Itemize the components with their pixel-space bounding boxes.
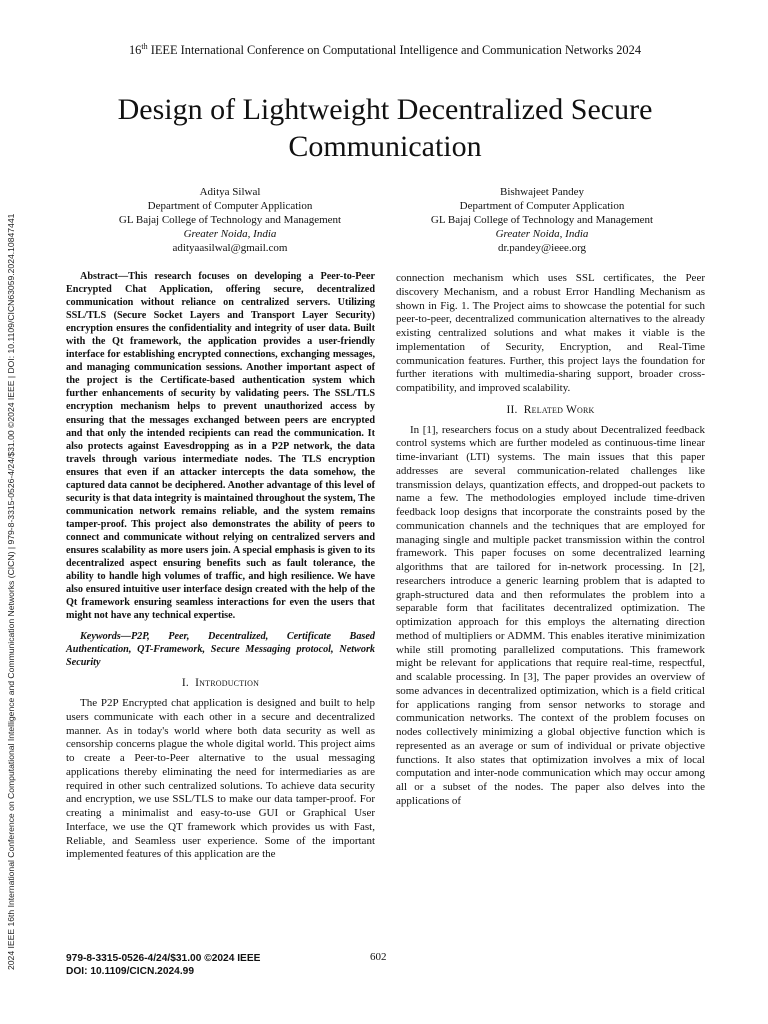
section-number: II. [506,403,518,416]
author-location: Greater Noida, India [495,227,589,240]
author-organization: GL Bajaj College of Technology and Management [118,213,342,226]
footer-doi: DOI: 10.1109/CICN.2024.99 [66,966,194,977]
conference-number: 16 [128,43,142,58]
footer-identifiers [66,952,260,978]
author-name: Bishwajeet Pandey [499,186,584,198]
section-number: I. [181,677,189,690]
conference-ordinal: th [141,42,148,51]
author-email[interactable]: adityaasilwal@gmail.com [172,241,288,254]
abstract: Abstract—This research focuses on developing a Peer-to-Peer Encrypted Chat Application, offering secure, decentralized communication without reliance on centralized servers. Utilizing SSL/TLS (Secure Socket Layers and Transport Layer Security) encryption ensures the confidentiality and integrity of user data. Built with the Qt framework, the application provides a user-friendly interface for establishing encrypted connections, exchanging messages, and managing communication sessions. Another important aspect of the project is the Certificate-based authentication system which further enhancements of security by validating peers. The SSL/TLS encryption mechanism helps to prevent unauthorized access by ensuring that the messages exchanged between peers are encrypted and that only the intended recipients can read the communication. It also protects against Eavesdropping as in a P2P network, the data travels through various intermediate nodes. The TLS encryption ensures that even if an attacker intercepts the data somehow, the captured data cannot be deciphered. Another advantage of this level of security is that data integrity is maintained throughout the system, The communication network remains reliable, and the system remains tamper-proof. This project also demonstrates the ability of peers to connect and communicate without relying on centralized servers and ensures scalability as more users join. A special emphasis is given to its decentralized aspect ensuring benefits such as fault tolerance, the ability to handle high volumes of traffic, and high resilience. We have also ensured intuitive user interface design created with the help of the Qt framework ensuring seamless interactions for even the users that might not have any technical expertise. [66,271,375,622]
conference-header [60,42,710,58]
author-organization: GL Bajaj College of Technology and Management [430,213,654,226]
author-location: Greater Noida, India [183,227,277,240]
page-number: 602 [370,951,387,963]
section-title: Introduction [195,677,260,690]
section-title: Related Work [523,403,595,416]
author-email[interactable]: dr.pandey@ieee.org [497,241,587,254]
side-doi-strip [3,110,19,970]
title-line-2: Communication [288,130,482,163]
footer-isbn: 979-8-3315-0526-4/24/$31.00 ©2024 IEEE [66,953,261,964]
title-line-1: Design of Lightweight Decentralized Secure [117,93,653,126]
introduction-continuation: connection mechanism which uses SSL certificates, the Peer discovery Mechanism, and a robust Error Handling Mechanism as shown in Fig. 1. The Project aims to showcase the potential for such peer-to-peer, decentralized communication alternatives to the already existing centralized solutions and what makes it viable is the implementation of Security, Encryption, and Real-Time communication features. Further, this project lays the foundation for further iterations with multimedia-sharing support, broader cross-compatibility, and improved scalability. [396,272,705,394]
conference-name: IEEE International Conference on Computational Intelligence and Communication Networks 2024 [147,43,642,58]
author-name: Aditya Silwal [199,186,261,198]
introduction-paragraph: The P2P Encrypted chat application is designed and built to help users communicate with each other in a secure and decentralized manner. As in today's world where both data security as well as censorship concerns plague the whole digital world. This project aims to create a Peer-to-Peer alternative to the usual messaging applications thereby eliminating the need for intermediaries as are required in other such centralized solutions. To achieve data security and encryption, we use SSL/TLS to make our data tamper-proof. For creating a minimalist and easy-to-use GUI or Graphical User Interface, we use the QT framework which provides us with Fast, Reliable, and Seamless user experience. Some of the important implemented features of this application are the [66,697,375,861]
author-department: Department of Computer Application [147,199,313,212]
paper-title [60,91,710,165]
section-heading-introduction [66,677,375,691]
author-department: Department of Computer Application [459,199,625,212]
keywords: Keywords—P2P, Peer, Decentralized, Certificate Based Authentication, QT-Framework, Secure Messaging protocol, Network Security [66,631,375,669]
author-block-2 [392,186,692,256]
left-column [66,270,375,862]
right-column [396,272,705,809]
section-heading-related-work [396,404,705,418]
related-work-paragraph: In [1], researchers focus on a study about Decentralized feedback control systems which are further modeled as continuous-time linear time-invariant (LTI) systems. The main issues that this paper addresses are several communication-related challenges like transmission delays, quantization effects, and dropped-out packets to name a few. The methodologies employed include time-driven feedback loop designs that incorporate the constraints posed by the communication channels and the techniques that are employed for managing single and multiple packet transmission within the control framework. This paper focuses on some decentralized learning algorithms that are tailored for in-network processing. In [2], researchers introduce a generic learning problem that is adapted to graph-structured data and then reformulates the problem into a separable form that facilitates decentralized optimization. The optimization approach for this employs the alternating direction method of multipliers or ADMM. This enables iterative minimization while still promoting parallelized computations. This framework might be relevant for applications that require real-time, respectful, and scalable processing. In [3], The paper provides an overview of some advances in decentralized optimization, which is a field critical for applications ranging from sensor networks to storage and communication networks. The context of the problem focuses on nodes collectively minimizing a global objective function which is represented as an average or sum of individual or private objective functions. It also states that optimization involves a mix of local computation and inter-node communication which may occur among all or a subset of the nodes. The paper also delves into the applications of [396,423,705,807]
author-block-1 [80,186,380,256]
side-doi-text: 2024 IEEE 16th International Conference on Computational Intelligence and Communication Networks (CICN) | 979-8-3315-0526-4/24/$31.00 ©2024 IEEE | DOI: 10.1109/CICN63059.2024.10847441 [6,213,16,970]
